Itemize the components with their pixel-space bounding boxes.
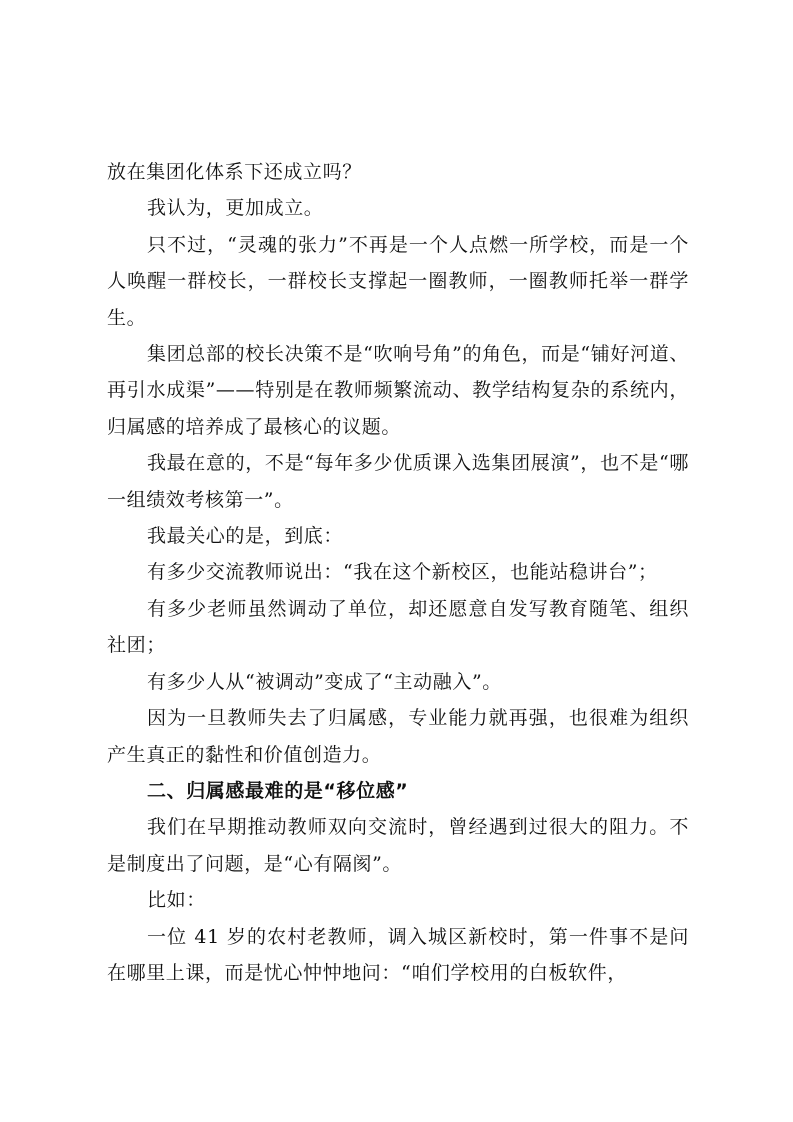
document-body [107, 154, 689, 991]
paragraph-5: 我最在意的，不是“每年多少优质课入选集团展演”，也不是“哪一组绩效考核第一”。 [107, 452, 689, 511]
paragraph-9: 有多少人从“被调动”变成了“主动融入”。 [147, 670, 502, 693]
paragraph-6: 我最关心的是，到底： [147, 525, 344, 548]
paragraph-8: 有多少老师虽然调动了单位，却还愿意自发写教育随笔、组织社团； [107, 597, 689, 657]
paragraph-13: 比如： [147, 889, 206, 912]
paragraph-14: 一位 41 岁的农村老教师，调入城区新校时，第一件事不是问在哪里上课，而是忧心忡忡地问：“咱们学校用的白板软件， [107, 925, 689, 984]
paragraph-7: 有多少交流教师说出：“我在这个新校区，也能站稳讲台”； [147, 561, 658, 584]
paragraph-4: 集团总部的校长决策不是“吹响号角”的角色，而是“铺好河道、再引水成渠”——特别是在教师频繁流动、教学结构复杂的系统内，归属感的培养成了最核心的议题。 [107, 343, 689, 438]
paragraph-10: 因为一旦教师失去了归属感，专业能力就再强，也很难为组织产生真正的黏性和价值创造力。 [107, 707, 689, 766]
paragraph-12: 我们在早期推动教师双向交流时，曾经遇到过很大的阻力。不是制度出了问题，是“心有隔阂”。 [107, 816, 689, 875]
paragraph-3: 只不过，“灵魂的张力”不再是一个人点燃一所学校，而是一个人唤醒一群校长，一群校长支撑起一圈教师，一圈教师托举一群学生。 [107, 233, 689, 329]
section-heading: 二、归属感最难的是“移位感” [147, 779, 409, 802]
paragraph-2: 我认为，更加成立。 [147, 197, 324, 220]
paragraph-1: 放在集团化体系下还成立吗？ [107, 161, 362, 183]
